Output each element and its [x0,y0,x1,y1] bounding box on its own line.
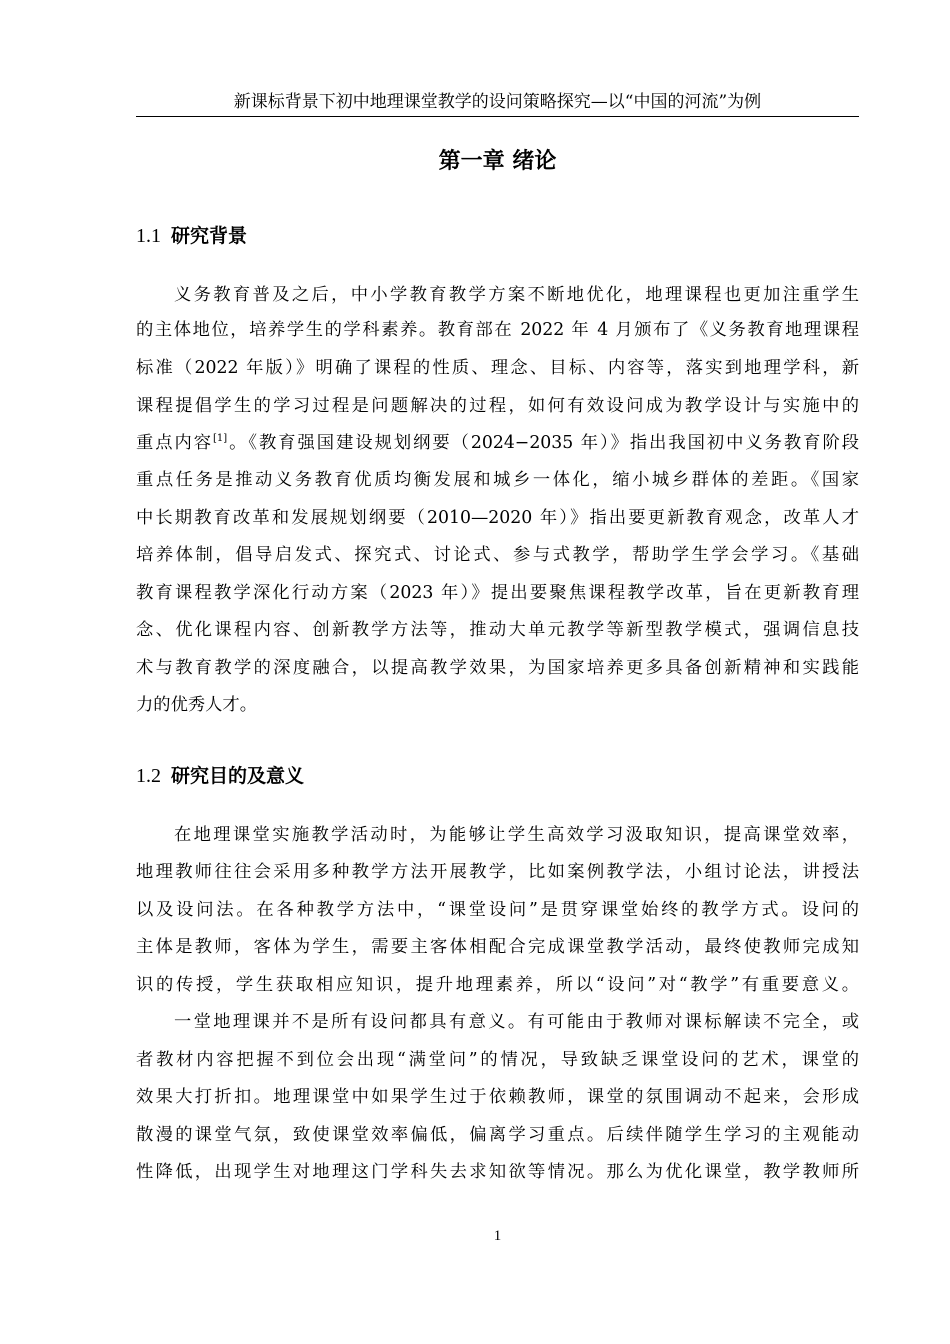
chapter-title: 第一章 绪论 [438,149,557,174]
page-number: 1 [493,1228,502,1244]
text-line: 重点任务是推动义务教育优质均衡发展和城乡一体化，缩小城乡群体的差距。《国家 [136,470,859,490]
citation-ref: [1] [213,433,228,445]
section-number: 1.2 [136,765,161,787]
text-line: 性降低，出现学生对地理这门学科失去求知欲等情况。那么为优化课堂，教学教师所 [136,1162,859,1182]
text-span: 重点内容 [136,433,214,453]
section-number: 1.1 [136,225,161,247]
section-heading-background [136,221,247,251]
text-line: 培养体制，倡导启发式、探究式、讨论式、参与式教学，帮助学生学会学习。《基础 [136,545,859,565]
text-line: 效果大打折扣。地理课堂中如果学生过于依赖教师，课堂的氛围调动不起来，会形成 [136,1087,859,1107]
text-line: 一堂地理课并不是所有设问都具有意义。有可能由于教师对课标解读不完全，或 [174,1012,859,1032]
section-heading-purpose [136,761,304,791]
text-line: 散漫的课堂气氛，致使课堂效率偏低，偏离学习重点。后续伴随学生学习的主观能动 [136,1125,859,1145]
section-title: 研究背景 [171,225,248,247]
text-span: 。《教育强国建设规划纲要（2024−2035 年）》指出我国初中义务教育阶段 [227,433,859,453]
text-line: 地理教师往往会采用多种教学方法开展教学，比如案例教学法，小组讨论法，讲授法 [136,862,859,882]
text-line: 力的优秀人才。 [136,695,257,715]
text-line: 主体是教师，客体为学生，需要主客体相配合完成课堂教学活动，最终使教师完成知 [136,937,859,957]
text-line: 以及设问法。在各种教学方法中，“课堂设问”是贯穿课堂始终的教学方式。设问的 [136,900,859,920]
text-line: 的主体地位，培养学生的学科素养。教育部在 2022 年 4 月颁布了《义务教育地理课程 [136,320,859,340]
text-line: 者教材内容把握不到位会出现“满堂问”的情况，导致缺乏课堂设问的艺术，课堂的 [136,1050,859,1070]
text-line: 中长期教育改革和发展规划纲要（2010—2020 年）》指出要更新教育观念，改革人才 [136,508,859,528]
section-title: 研究目的及意义 [171,765,305,787]
text-line: 念、优化课程内容、创新教学方法等，推动大单元教学等新型教学模式，强调信息技 [136,620,859,640]
text-line: 义务教育普及之后，中小学教育教学方案不断地优化，地理课程也更加注重学生 [174,285,859,305]
text-line: 识的传授，学生获取相应知识，提升地理素养，所以“设问”对“教学”有重要意义。 [136,975,859,995]
text-line: 标准（2022 年版）》明确了课程的性质、理念、目标、内容等，落实到地理学科，新 [136,358,859,378]
text-line: 在地理课堂实施教学活动时，为能够让学生高效学习汲取知识，提高课堂效率， [174,825,859,845]
text-line [136,430,859,456]
running-header: 新课标背景下初中地理课堂教学的设问策略探究—以“中国的河流”为例 [136,90,859,117]
text-line: 课程提倡学生的学习过程是问题解决的过程，如何有效设问成为教学设计与实施中的 [136,396,859,416]
text-line: 教育课程教学深化行动方案（2023 年）》提出要聚焦课程教学改革，旨在更新教育理 [136,583,859,603]
text-line: 术与教育教学的深度融合，以提高教学效果，为国家培养更多具备创新精神和实践能 [136,658,859,678]
